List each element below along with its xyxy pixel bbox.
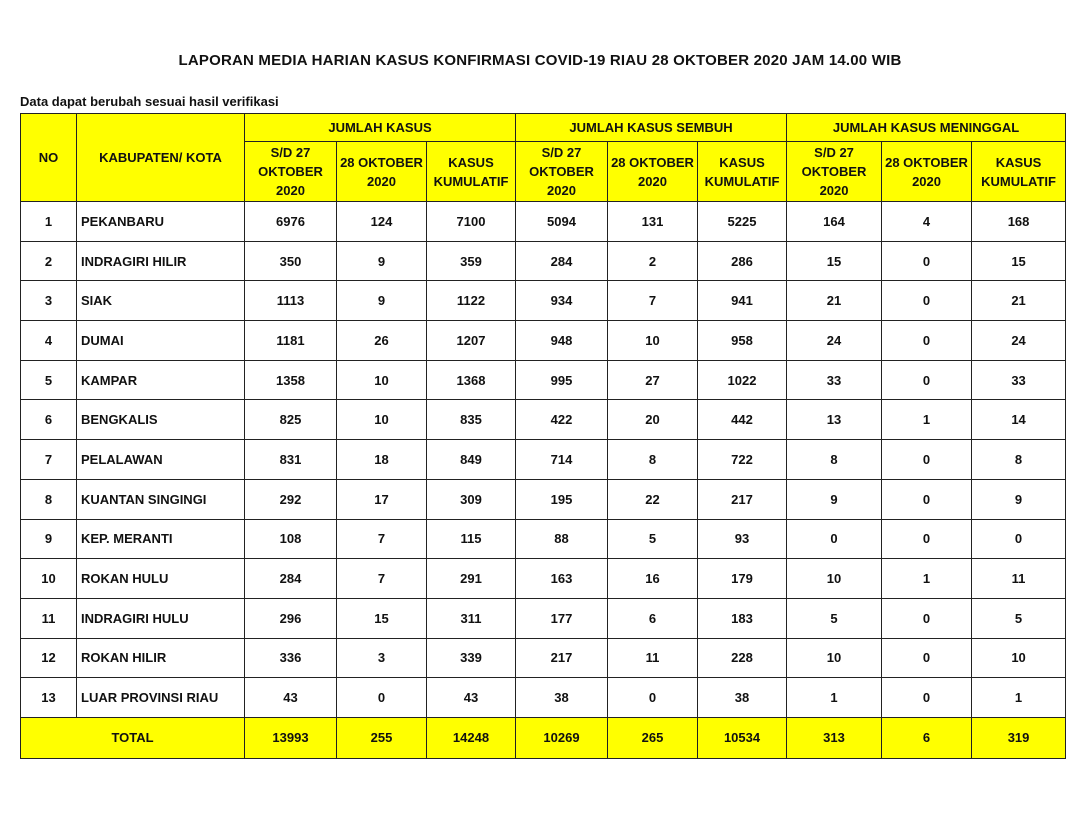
sub-header-line: 28 OKTOBER xyxy=(340,154,423,170)
cases-until-27: 831 xyxy=(245,440,337,480)
deaths-until-27: 24 xyxy=(787,321,882,361)
recovered-28-oct: 131 xyxy=(608,202,698,242)
total-label: TOTAL xyxy=(21,717,245,758)
cases-28-oct: 9 xyxy=(337,281,427,321)
sub-header-until-27-oct xyxy=(245,142,337,202)
sub-header-line: OKTOBER xyxy=(529,164,594,179)
total-cases-28-oct: 255 xyxy=(337,717,427,758)
table-row xyxy=(21,519,1066,559)
row-number: 13 xyxy=(21,678,77,718)
cases-cumulative: 311 xyxy=(427,598,516,638)
cases-cumulative: 1368 xyxy=(427,360,516,400)
deaths-until-27: 15 xyxy=(787,241,882,281)
deaths-28-oct: 1 xyxy=(882,400,972,440)
cases-cumulative: 43 xyxy=(427,678,516,718)
table-row xyxy=(21,479,1066,519)
region-name: PELALAWAN xyxy=(77,440,245,480)
deaths-until-27: 33 xyxy=(787,360,882,400)
row-number: 4 xyxy=(21,321,77,361)
region-name: INDRAGIRI HULU xyxy=(77,598,245,638)
recovered-until-27: 995 xyxy=(516,360,608,400)
deaths-28-oct: 0 xyxy=(882,598,972,638)
recovered-until-27: 934 xyxy=(516,281,608,321)
report-title: LAPORAN MEDIA HARIAN KASUS KONFIRMASI COVID-19 RIAU 28 OKTOBER 2020 JAM 14.00 WIB xyxy=(178,52,902,69)
deaths-28-oct: 0 xyxy=(882,638,972,678)
region-name: PEKANBARU xyxy=(77,202,245,242)
sub-header-until-27-oct xyxy=(787,142,882,202)
cases-until-27: 6976 xyxy=(245,202,337,242)
sub-header-28-oct xyxy=(882,142,972,202)
deaths-until-27: 9 xyxy=(787,479,882,519)
recovered-28-oct: 6 xyxy=(608,598,698,638)
deaths-cumulative: 168 xyxy=(972,202,1066,242)
region-name: BENGKALIS xyxy=(77,400,245,440)
row-number: 9 xyxy=(21,519,77,559)
header-group-deaths: JUMLAH KASUS MENINGGAL xyxy=(787,114,1066,142)
cases-until-27: 1181 xyxy=(245,321,337,361)
cases-28-oct: 9 xyxy=(337,241,427,281)
deaths-cumulative: 5 xyxy=(972,598,1066,638)
deaths-until-27: 164 xyxy=(787,202,882,242)
recovered-until-27: 422 xyxy=(516,400,608,440)
row-number: 1 xyxy=(21,202,77,242)
sub-header-line: 2020 xyxy=(819,183,849,198)
cases-cumulative: 7100 xyxy=(427,202,516,242)
table-row xyxy=(21,598,1066,638)
recovered-cumulative: 38 xyxy=(698,678,787,718)
recovered-until-27: 217 xyxy=(516,638,608,678)
cases-cumulative: 835 xyxy=(427,400,516,440)
cases-28-oct: 26 xyxy=(337,321,427,361)
sub-header-line: KASUS xyxy=(448,154,494,170)
sub-header-line: S/D 27 xyxy=(270,145,311,160)
covid-data-table xyxy=(20,113,1066,759)
deaths-until-27: 10 xyxy=(787,638,882,678)
cases-until-27: 292 xyxy=(245,479,337,519)
row-number: 3 xyxy=(21,281,77,321)
sub-header-line: KASUS xyxy=(719,154,765,170)
table-row xyxy=(21,638,1066,678)
header-group-recovered: JUMLAH KASUS SEMBUH xyxy=(516,114,787,142)
cases-cumulative: 1122 xyxy=(427,281,516,321)
cases-until-27: 43 xyxy=(245,678,337,718)
recovered-cumulative: 1022 xyxy=(698,360,787,400)
deaths-until-27: 10 xyxy=(787,559,882,599)
row-number: 5 xyxy=(21,360,77,400)
sub-header-until-27-oct xyxy=(516,142,608,202)
recovered-until-27: 177 xyxy=(516,598,608,638)
sub-header-line: 2020 xyxy=(276,183,305,198)
header-group-cases: JUMLAH KASUS xyxy=(245,114,516,142)
recovered-cumulative: 183 xyxy=(698,598,787,638)
total-cases-until-27: 13993 xyxy=(245,717,337,758)
recovered-28-oct: 27 xyxy=(608,360,698,400)
table-row xyxy=(21,400,1066,440)
cases-until-27: 825 xyxy=(245,400,337,440)
region-name: ROKAN HILIR xyxy=(77,638,245,678)
sub-header-line: KASUS xyxy=(995,154,1042,170)
deaths-cumulative: 8 xyxy=(972,440,1066,480)
table-row xyxy=(21,559,1066,599)
deaths-cumulative: 24 xyxy=(972,321,1066,361)
deaths-28-oct: 0 xyxy=(882,440,972,480)
recovered-cumulative: 958 xyxy=(698,321,787,361)
cases-28-oct: 10 xyxy=(337,360,427,400)
table-row xyxy=(21,360,1066,400)
region-name: LUAR PROVINSI RIAU xyxy=(77,678,245,718)
sub-header-cumulative xyxy=(427,142,516,202)
cases-until-27: 336 xyxy=(245,638,337,678)
row-number: 10 xyxy=(21,559,77,599)
deaths-until-27: 1 xyxy=(787,678,882,718)
recovered-cumulative: 941 xyxy=(698,281,787,321)
deaths-until-27: 21 xyxy=(787,281,882,321)
recovered-until-27: 38 xyxy=(516,678,608,718)
header-region: KABUPATEN/ KOTA xyxy=(77,114,245,202)
deaths-cumulative: 21 xyxy=(972,281,1066,321)
sub-header-cumulative xyxy=(698,142,787,202)
recovered-until-27: 5094 xyxy=(516,202,608,242)
recovered-cumulative: 286 xyxy=(698,241,787,281)
recovered-cumulative: 217 xyxy=(698,479,787,519)
total-deaths-until-27: 313 xyxy=(787,717,882,758)
region-name: KEP. MERANTI xyxy=(77,519,245,559)
table-row xyxy=(21,202,1066,242)
cases-cumulative: 1207 xyxy=(427,321,516,361)
deaths-28-oct: 0 xyxy=(882,281,972,321)
cases-until-27: 350 xyxy=(245,241,337,281)
table-body xyxy=(21,202,1066,718)
deaths-cumulative: 15 xyxy=(972,241,1066,281)
cases-until-27: 1358 xyxy=(245,360,337,400)
region-name: KAMPAR xyxy=(77,360,245,400)
cases-until-27: 108 xyxy=(245,519,337,559)
region-name: KUANTAN SINGINGI xyxy=(77,479,245,519)
row-number: 2 xyxy=(21,241,77,281)
table-row xyxy=(21,241,1066,281)
recovered-cumulative: 228 xyxy=(698,638,787,678)
deaths-28-oct: 0 xyxy=(882,519,972,559)
recovered-cumulative: 442 xyxy=(698,400,787,440)
sub-header-28-oct xyxy=(608,142,698,202)
table-row xyxy=(21,281,1066,321)
sub-header-line: 2020 xyxy=(638,173,667,189)
sub-header-line: 2020 xyxy=(367,173,396,189)
deaths-until-27: 5 xyxy=(787,598,882,638)
sub-header-line: 28 OKTOBER xyxy=(611,154,694,170)
deaths-28-oct: 0 xyxy=(882,321,972,361)
recovered-28-oct: 22 xyxy=(608,479,698,519)
deaths-cumulative: 14 xyxy=(972,400,1066,440)
cases-28-oct: 7 xyxy=(337,559,427,599)
recovered-28-oct: 20 xyxy=(608,400,698,440)
cases-28-oct: 0 xyxy=(337,678,427,718)
row-number: 12 xyxy=(21,638,77,678)
total-row xyxy=(21,717,1066,758)
recovered-28-oct: 7 xyxy=(608,281,698,321)
deaths-28-oct: 0 xyxy=(882,241,972,281)
cases-28-oct: 17 xyxy=(337,479,427,519)
sub-header-line: OKTOBER xyxy=(258,164,323,179)
cases-28-oct: 3 xyxy=(337,638,427,678)
deaths-28-oct: 0 xyxy=(882,479,972,519)
deaths-28-oct: 0 xyxy=(882,678,972,718)
row-number: 6 xyxy=(21,400,77,440)
row-number: 7 xyxy=(21,440,77,480)
table-row xyxy=(21,321,1066,361)
deaths-28-oct: 1 xyxy=(882,559,972,599)
recovered-cumulative: 5225 xyxy=(698,202,787,242)
total-deaths-28-oct: 6 xyxy=(882,717,972,758)
sub-header-line: 2020 xyxy=(547,183,576,198)
cases-cumulative: 849 xyxy=(427,440,516,480)
cases-28-oct: 124 xyxy=(337,202,427,242)
row-number: 8 xyxy=(21,479,77,519)
recovered-28-oct: 16 xyxy=(608,559,698,599)
cases-until-27: 296 xyxy=(245,598,337,638)
region-name: SIAK xyxy=(77,281,245,321)
table-row xyxy=(21,440,1066,480)
region-name: INDRAGIRI HILIR xyxy=(77,241,245,281)
sub-header-cumulative xyxy=(972,142,1066,202)
cases-until-27: 1113 xyxy=(245,281,337,321)
cases-until-27: 284 xyxy=(245,559,337,599)
deaths-until-27: 13 xyxy=(787,400,882,440)
table-row xyxy=(21,678,1066,718)
recovered-28-oct: 2 xyxy=(608,241,698,281)
sub-header-line: KUMULATIF xyxy=(433,173,509,189)
sub-header-line: 28 OKTOBER xyxy=(885,154,968,170)
sub-header-line: KUMULATIF xyxy=(981,173,1056,189)
deaths-cumulative: 9 xyxy=(972,479,1066,519)
cases-28-oct: 7 xyxy=(337,519,427,559)
deaths-cumulative: 1 xyxy=(972,678,1066,718)
recovered-until-27: 195 xyxy=(516,479,608,519)
sub-header-28-oct xyxy=(337,142,427,202)
recovered-until-27: 88 xyxy=(516,519,608,559)
deaths-cumulative: 11 xyxy=(972,559,1066,599)
recovered-cumulative: 722 xyxy=(698,440,787,480)
header-no: NO xyxy=(21,114,77,202)
region-name: DUMAI xyxy=(77,321,245,361)
sub-header-line: KUMULATIF xyxy=(704,173,780,189)
deaths-until-27: 0 xyxy=(787,519,882,559)
deaths-until-27: 8 xyxy=(787,440,882,480)
recovered-28-oct: 11 xyxy=(608,638,698,678)
recovered-cumulative: 179 xyxy=(698,559,787,599)
cases-cumulative: 291 xyxy=(427,559,516,599)
cases-cumulative: 359 xyxy=(427,241,516,281)
total-recovered-until-27: 10269 xyxy=(516,717,608,758)
deaths-cumulative: 10 xyxy=(972,638,1066,678)
total-deaths-cumulative: 319 xyxy=(972,717,1066,758)
cases-cumulative: 339 xyxy=(427,638,516,678)
total-cases-cumulative: 14248 xyxy=(427,717,516,758)
sub-header-line: 2020 xyxy=(912,173,941,189)
deaths-28-oct: 0 xyxy=(882,360,972,400)
region-name: ROKAN HULU xyxy=(77,559,245,599)
recovered-28-oct: 10 xyxy=(608,321,698,361)
cases-cumulative: 309 xyxy=(427,479,516,519)
cases-28-oct: 15 xyxy=(337,598,427,638)
sub-header-line: S/D 27 xyxy=(541,145,582,160)
recovered-28-oct: 0 xyxy=(608,678,698,718)
total-recovered-cumulative: 10534 xyxy=(698,717,787,758)
deaths-cumulative: 33 xyxy=(972,360,1066,400)
recovered-28-oct: 5 xyxy=(608,519,698,559)
recovered-until-27: 284 xyxy=(516,241,608,281)
deaths-cumulative: 0 xyxy=(972,519,1066,559)
recovered-until-27: 714 xyxy=(516,440,608,480)
sub-header-line: OKTOBER xyxy=(801,164,867,179)
cases-28-oct: 10 xyxy=(337,400,427,440)
recovered-cumulative: 93 xyxy=(698,519,787,559)
recovered-28-oct: 8 xyxy=(608,440,698,480)
recovered-until-27: 948 xyxy=(516,321,608,361)
row-number: 11 xyxy=(21,598,77,638)
total-recovered-28-oct: 265 xyxy=(608,717,698,758)
verification-note: Data dapat berubah sesuai hasil verifikasi xyxy=(20,94,279,109)
sub-header-line: S/D 27 xyxy=(814,145,854,160)
deaths-28-oct: 4 xyxy=(882,202,972,242)
cases-28-oct: 18 xyxy=(337,440,427,480)
recovered-until-27: 163 xyxy=(516,559,608,599)
cases-cumulative: 115 xyxy=(427,519,516,559)
